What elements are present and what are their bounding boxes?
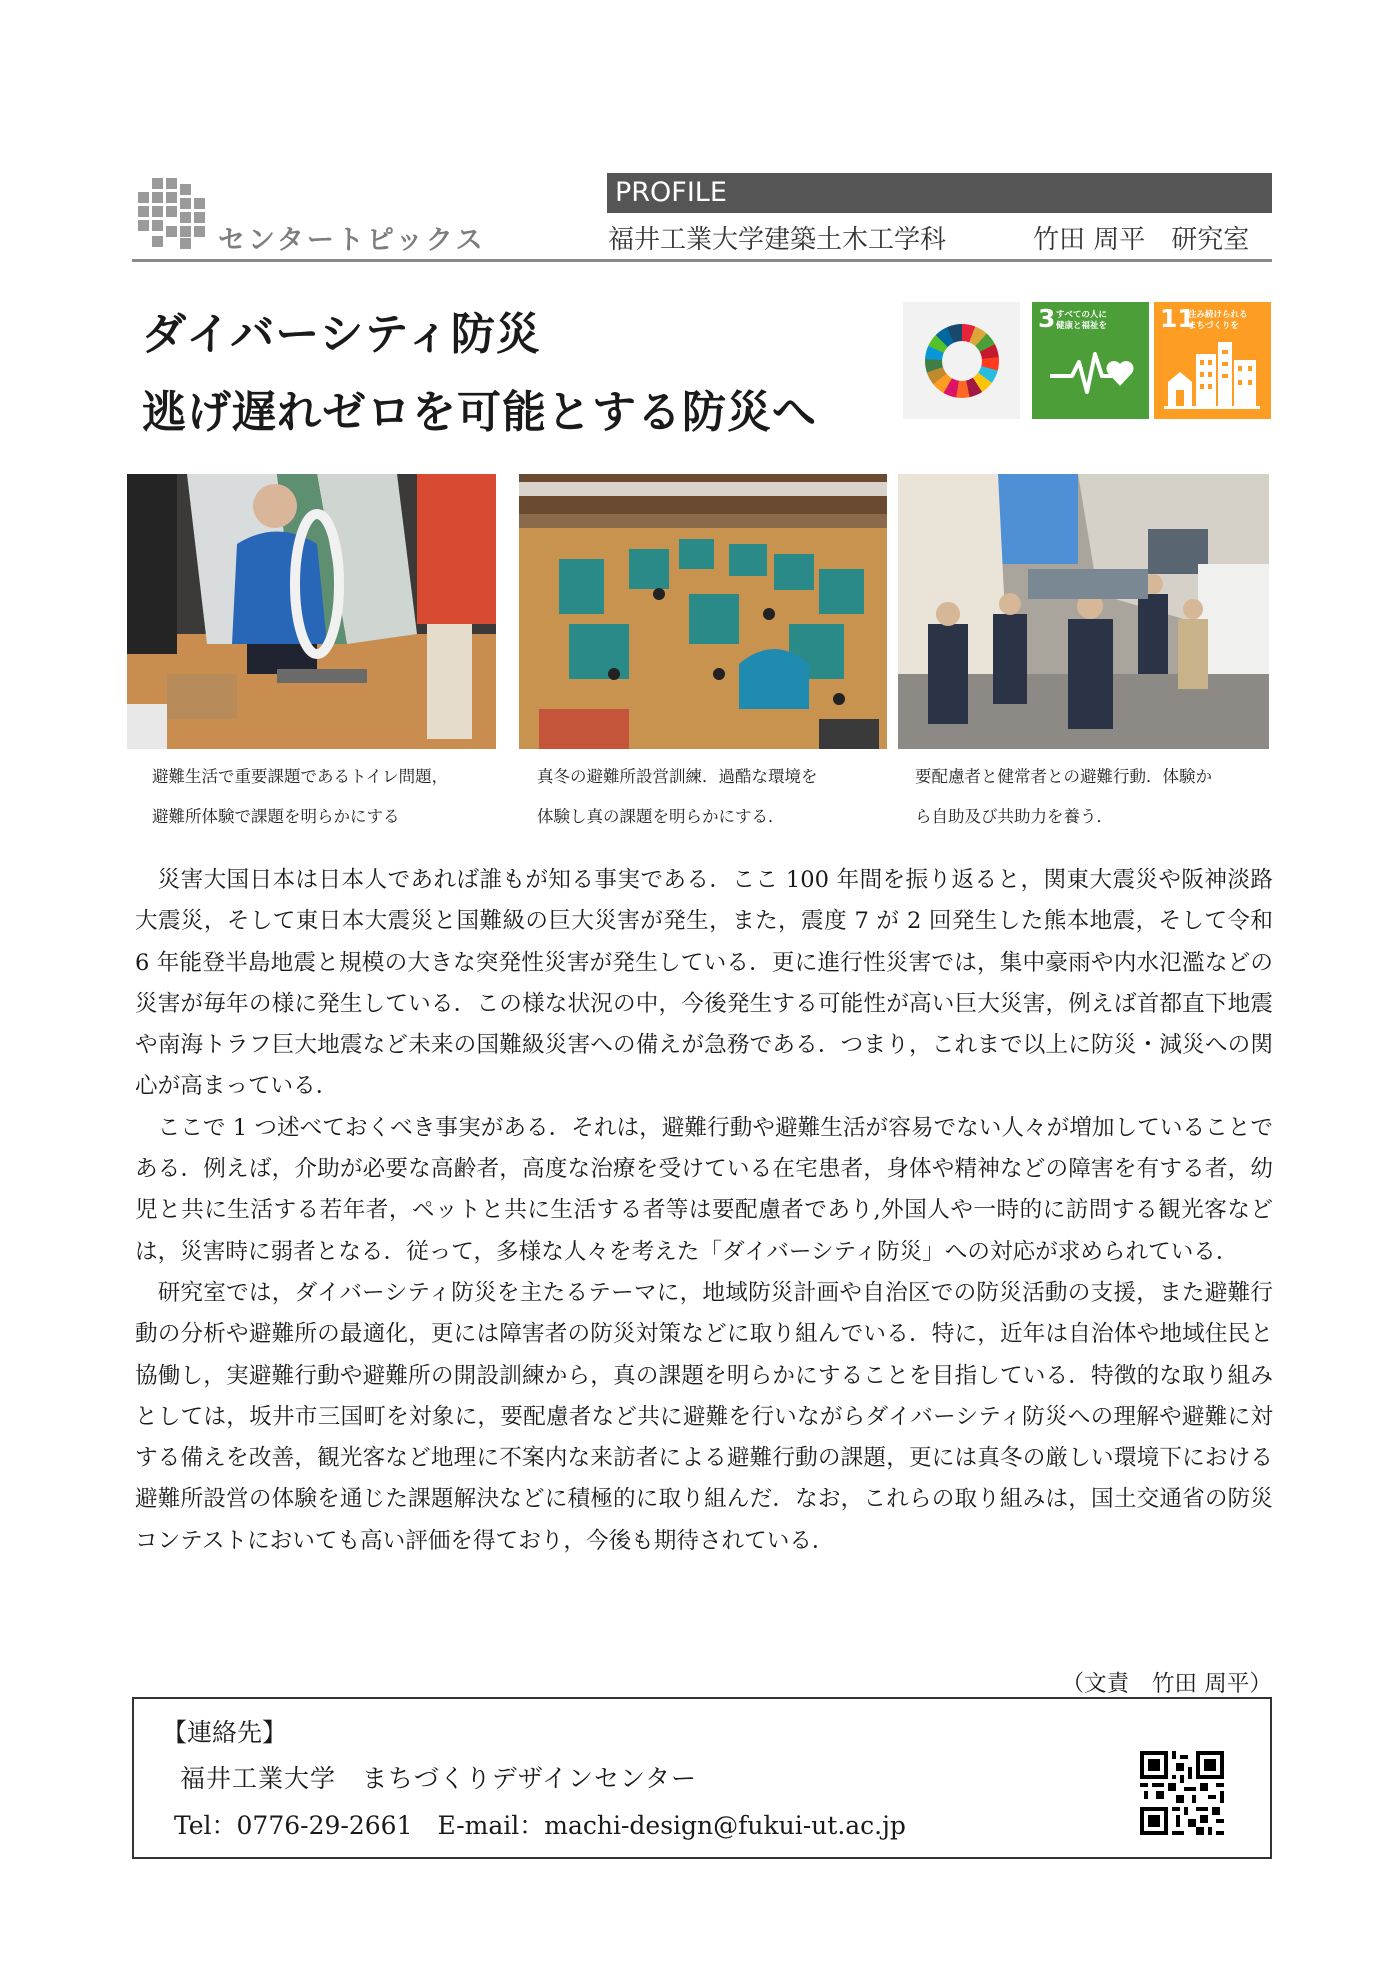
photo-caption-2: 真冬の避難所設営訓練．過酷な環境を 体験し真の課題を明らかにする．	[537, 767, 818, 826]
sdg-goal-11-icon	[1154, 302, 1271, 419]
article-body	[135, 860, 1273, 1562]
photo-shelter-setup-drill	[519, 474, 887, 749]
sdg11-text: 住み続けられる まちづくりを	[1188, 310, 1248, 331]
sdgs-wheel-icon	[903, 302, 1020, 419]
contact-organization: 福井工業大学 まちづくりデザインセンター	[180, 1764, 698, 1793]
title-line-1: ダイバーシティ防災	[142, 309, 541, 360]
photo-toilet-exercise	[127, 474, 496, 749]
photo-caption-1: 避難生活で重要課題であるトイレ問題， 避難所体験で課題を明らかにする	[152, 767, 449, 826]
title-line-2: 逃げ遅れゼロを可能とする防災へ	[142, 387, 817, 438]
city-buildings-icon	[1154, 302, 1271, 419]
sdg3-number: 3	[1038, 304, 1056, 333]
page-title	[142, 296, 817, 452]
contact-heading: 【連絡先】	[162, 1718, 288, 1747]
department: 福井工業大学建築土木工学科	[608, 225, 947, 255]
heartbeat-icon	[1032, 302, 1149, 419]
contact-box	[132, 1697, 1272, 1859]
qr-code-icon[interactable]	[1140, 1751, 1224, 1835]
affiliation	[608, 219, 1272, 256]
lab-name: 竹田 周平 研究室	[1033, 225, 1250, 255]
sdg11-number: 11	[1160, 304, 1195, 333]
paragraph-3: 研究室では，ダイバーシティ防災を主たるテーマに，地域防災計画や自治区での防災活動の支援，また避難行動の分析や避難所の最適化，更には障害者の防災対策などに取り組んでいる．特に，近年は自治体や地域住民と協働し，実避難行動や避難所の開設訓練から，真の課題を明らかにすることを目指している．特徴的な取り組みとしては，坂井市三国町を対象に，要配慮者など共に避難を行いながらダイバーシティ防災への理解や避難に対する備えを改善，観光客など地理に不案内な来訪者による避難行動の課題，更には真冬の厳しい環境下における避難所設営の体験を通じた課題解決などに積極的に取り組んだ．なお，これらの取り組みは，国土交通省の防災コンテストにおいても高い評価を得ており，今後も期待されている．	[135, 1279, 1273, 1554]
profile-bar: PROFILE	[607, 173, 1272, 213]
section-label: センタートピックス	[218, 225, 486, 256]
sdg-goal-3-icon	[1032, 302, 1149, 419]
paragraph-1: 災害大国日本は日本人であれば誰もが知る事実である．ここ 100 年間を振り返ると，関東大震災や阪神淡路大震災，そして東日本大震災と国難級の巨大災害が発生，また，震度 7 が 2 回発生した熊本地震，そして令和 6 年能登半島地震と規模の大きな突発性災害が発生している．更に進行性災害では，集中豪雨や内水氾濫などの災害が毎年の様に発生している．この様な状況の中，今後発生する可能性が高い巨大災害，例えば首都直下地震や南海トラフ巨大地震など未来の国難級災害への備えが急務である．つまり，これまで以上に防災・減災への関心が高まっている．	[135, 867, 1273, 1100]
sdg3-text: すべての人に 健康と福祉を	[1056, 310, 1108, 331]
photo-caption-3: 要配慮者と健常者との避難行動．体験か ら自助及び共助力を養う．	[915, 767, 1212, 826]
author-signature: （文責 竹田 周平）	[1061, 1671, 1272, 1697]
center-logo-icon	[138, 178, 214, 250]
header-rule	[132, 259, 1272, 262]
contact-tel-email: Tel：0776-29-2661 E-mail：machi-design@fukui-ut.ac.jp	[174, 1811, 906, 1840]
paragraph-2: ここで 1 つ述べておくべき事実がある．それは，避難行動や避難生活が容易でない人々が増加していることである．例えば，介助が必要な高齢者，高度な治療を受けている在宅患者，身体や精神などの障害を有する者，幼児と共に生活する若年者，ペットと共に生活する者等は要配慮者であり,外国人や一時的に訪問する観光客などは，災害時に弱者となる．従って，多様な人々を考えた「ダイバーシティ防災」への対応が求められている．	[135, 1114, 1273, 1265]
photo-evacuation-walk	[898, 474, 1269, 749]
